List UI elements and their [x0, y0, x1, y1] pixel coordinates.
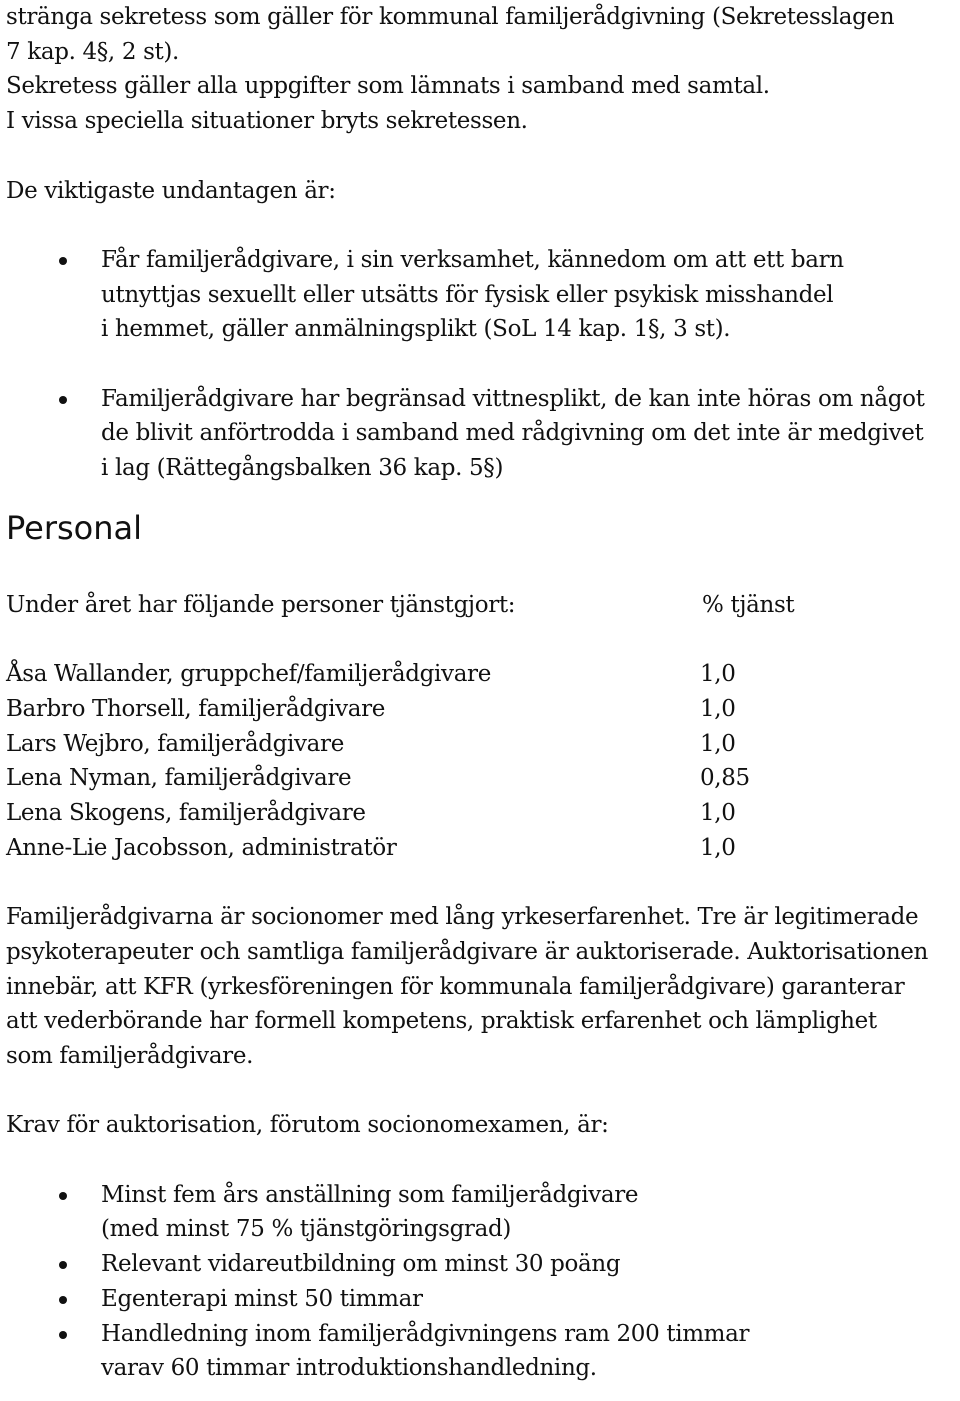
staff-name: Anne-Lie Jacobsson, administratör [6, 834, 397, 861]
table-header-percent: % tjänst [702, 591, 795, 618]
qualification-paragraph [6, 900, 956, 1074]
spacer [6, 623, 956, 658]
spacer [6, 1143, 956, 1178]
staff-percent: 0,85 [700, 765, 750, 792]
text-line: som familjerådgivare. [6, 1042, 254, 1069]
text-line: I vissa speciella situationer bryts sekretessen. [6, 108, 528, 135]
spacer [6, 139, 956, 174]
bullet-icon [59, 1331, 67, 1339]
table-row [6, 831, 956, 866]
spacer [6, 1074, 956, 1109]
list-item [6, 1282, 956, 1317]
staff-percent: 1,0 [700, 834, 736, 861]
text-line: Egenterapi minst 50 timmar [101, 1285, 423, 1312]
text-line: Relevant vidareutbildning om minst 30 poäng [101, 1251, 621, 1278]
text-line: Handledning inom familjerådgivningens ram 200 timmar [101, 1320, 750, 1347]
text-line: varav 60 timmar introduktionshandledning. [101, 1355, 597, 1382]
text-line: de blivit anförtrodda i samband med rådgivning om det inte är medgivet [101, 420, 924, 447]
text-line: Får familjerådgivare, i sin verksamhet, kännedom om att ett barn [101, 246, 844, 273]
staff-name: Lena Skogens, familjerådgivare [6, 800, 366, 826]
text-line: i lag (Rättegångsbalken 36 kap. 5§) [101, 455, 504, 482]
staff-percent: 1,0 [700, 695, 736, 722]
staff-name: Barbro Thorsell, familjerådgivare [6, 695, 385, 722]
bullet-icon [59, 1261, 67, 1269]
exceptions-list [6, 243, 956, 486]
bullet-icon [59, 396, 67, 404]
table-row [6, 692, 956, 727]
staff-name: Åsa Wallander, gruppchef/familjerådgivare [6, 661, 491, 688]
spacer [6, 208, 956, 243]
table-header-name: Under året har följande personer tjänstgjort: [6, 591, 516, 618]
staff-percent: 1,0 [700, 800, 736, 826]
spacer [6, 865, 956, 900]
text-line: stränga sekretess som gäller för kommunal familjerådgivning (Sekretesslagen [6, 4, 895, 30]
table-row [6, 796, 956, 831]
list-item [6, 1317, 956, 1386]
table-row [6, 761, 956, 796]
text-line: Minst fem års anställning som familjerådgivare [101, 1181, 639, 1208]
exceptions-intro: De viktigaste undantagen är: [6, 177, 336, 204]
requirements-intro: Krav för auktorisation, förutom socionomexamen, är: [6, 1112, 609, 1139]
document-page [6, 0, 956, 1386]
text-line: i hemmet, gäller anmälningsplikt (SoL 14 kap. 1§, 3 st). [101, 316, 731, 343]
list-item [6, 243, 956, 347]
intro-paragraph [6, 0, 956, 139]
list-item [6, 1178, 956, 1247]
table-row [6, 727, 956, 762]
bullet-icon [59, 257, 67, 265]
text-line: psykoterapeuter och samtliga familjerådgivare är auktoriserade. Auktorisationen [6, 938, 929, 965]
bullet-icon [59, 1192, 67, 1200]
requirements-list [6, 1178, 956, 1386]
list-item [6, 382, 956, 486]
staff-name: Lars Wejbro, familjerådgivare [6, 730, 344, 757]
table-row [6, 657, 956, 692]
text-line: (med minst 75 % tjänstgöringsgrad) [101, 1216, 511, 1243]
bullet-icon [59, 1296, 67, 1304]
staff-name: Lena Nyman, familjerådgivare [6, 765, 352, 792]
spacer [6, 347, 956, 382]
section-heading-personal: Personal [6, 508, 143, 547]
text-line: 7 kap. 4§, 2 st). [6, 38, 180, 65]
text-line: Familjerådgivarna är socionomer med lång yrkeserfarenhet. Tre är legitimerade [6, 904, 919, 931]
text-line: utnyttjas sexuellt eller utsätts för fysisk eller psykisk misshandel [101, 281, 834, 308]
text-line: att vederbörande har formell kompetens, praktisk erfarenhet och lämplighet [6, 1008, 877, 1035]
table-header [6, 588, 956, 623]
list-item [6, 1247, 956, 1282]
staff-percent: 1,0 [700, 730, 736, 757]
text-line: Sekretess gäller alla uppgifter som lämnats i samband med samtal. [6, 73, 770, 100]
staff-table [6, 588, 956, 866]
text-line: Familjerådgivare har begränsad vittnesplikt, de kan inte höras om något [101, 385, 925, 412]
text-line: innebär, att KFR (yrkesföreningen för kommunala familjerådgivare) garanterar [6, 973, 905, 1000]
staff-percent: 1,0 [700, 661, 736, 688]
